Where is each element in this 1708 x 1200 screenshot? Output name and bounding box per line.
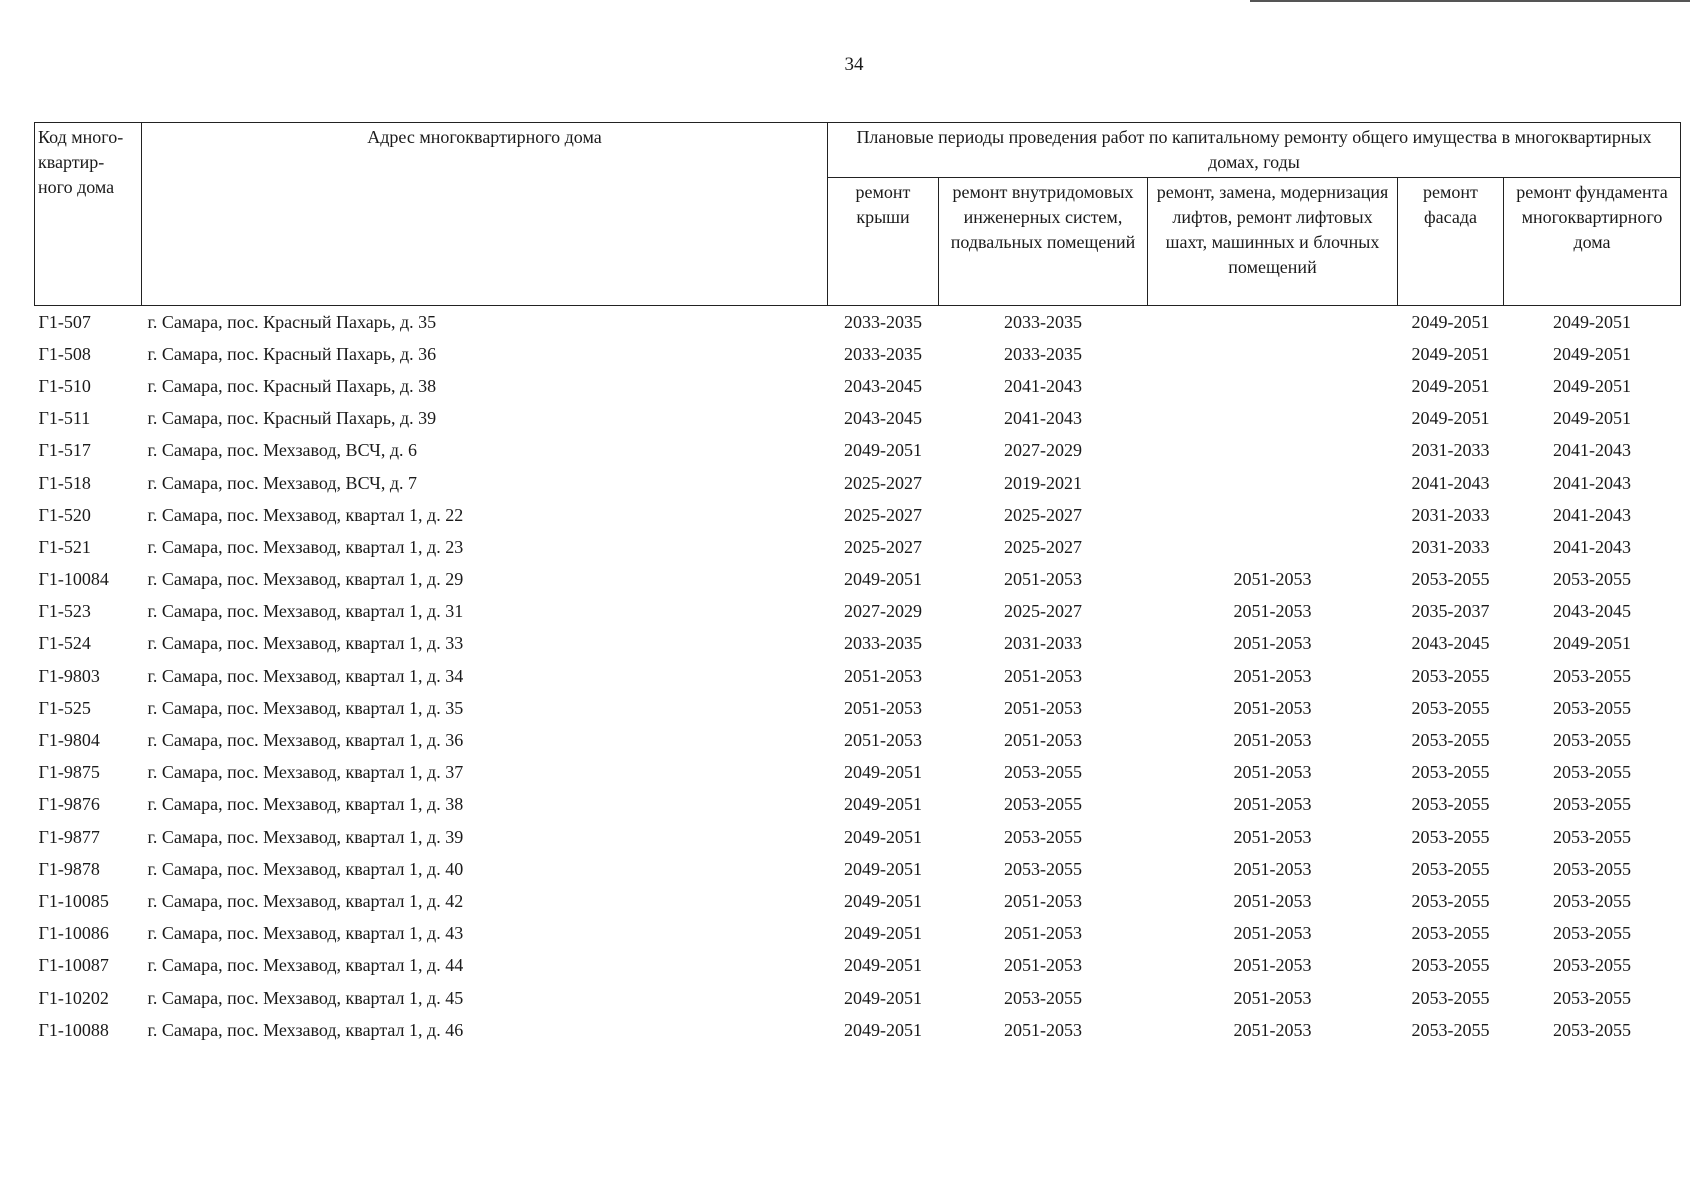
header-row-top (35, 123, 1681, 178)
cell-foundation: 2053-2055 (1553, 826, 1631, 847)
cell-code: Г1-510 (38, 375, 91, 396)
cell-systems: 2053-2055 (1004, 987, 1082, 1008)
cell-address: г. Самара, пос. Мехзавод, квартал 1, д. 22 (147, 504, 464, 525)
cell-roof: 2049-2051 (844, 955, 922, 976)
cell-foundation: 2053-2055 (1553, 923, 1631, 944)
cell-foundation: 2053-2055 (1553, 987, 1631, 1008)
cell-roof: 2043-2045 (844, 408, 922, 429)
cell-code: Г1-9878 (38, 858, 100, 879)
table-row (35, 789, 1681, 821)
cell-foundation: 2041-2043 (1553, 536, 1631, 557)
cell-elevators (1148, 467, 1398, 499)
cell-foundation: 2043-2045 (1553, 601, 1631, 622)
cell-elevators: 2051-2053 (1233, 569, 1312, 590)
cell-facade: 2053-2055 (1411, 987, 1490, 1008)
cell-roof: 2049-2051 (844, 569, 922, 590)
cell-systems: 2051-2053 (1004, 890, 1082, 911)
table-row (35, 853, 1681, 885)
cell-foundation: 2053-2055 (1553, 1019, 1631, 1040)
table-row (35, 306, 1681, 339)
cell-facade: 2031-2033 (1411, 440, 1490, 461)
cell-roof: 2049-2051 (844, 762, 922, 783)
table-row (35, 757, 1681, 789)
cell-code: Г1-10085 (38, 890, 109, 911)
header-elevators: ремонт, замена, модернизация лифтов, ремонт лифтовых шахт, машинных и блочных помещений (1148, 178, 1398, 306)
cell-elevators: 2051-2053 (1233, 794, 1312, 815)
cell-roof: 2025-2027 (844, 536, 922, 557)
header-facade: ремонт фасада (1398, 178, 1504, 306)
cell-roof: 2051-2053 (844, 697, 922, 718)
header-periods-title: Плановые периоды проведения работ по капитальному ремонту общего имущества в многоквартирных домах, годы (828, 123, 1681, 178)
cell-roof: 2049-2051 (844, 858, 922, 879)
cell-systems: 2053-2055 (1004, 762, 1082, 783)
cell-foundation: 2041-2043 (1553, 472, 1631, 493)
cell-elevators (1148, 338, 1398, 370)
table-row (35, 628, 1681, 660)
cell-code: Г1-518 (38, 472, 91, 493)
cell-foundation: 2053-2055 (1553, 762, 1631, 783)
table-row (35, 531, 1681, 563)
cell-foundation: 2041-2043 (1553, 440, 1631, 461)
cell-roof: 2033-2035 (844, 311, 922, 332)
cell-facade: 2053-2055 (1411, 569, 1490, 590)
cell-facade: 2053-2055 (1411, 730, 1490, 751)
table-row (35, 724, 1681, 756)
cell-address: г. Самара, пос. Красный Пахарь, д. 36 (147, 343, 437, 364)
cell-elevators: 2051-2053 (1233, 601, 1312, 622)
table-row (35, 692, 1681, 724)
cell-elevators (1148, 403, 1398, 435)
cell-roof: 2049-2051 (844, 1019, 922, 1040)
cell-foundation: 2049-2051 (1553, 343, 1631, 364)
cell-foundation: 2053-2055 (1553, 665, 1631, 686)
cell-roof: 2033-2035 (844, 633, 922, 654)
table-row (35, 467, 1681, 499)
cell-foundation: 2053-2055 (1553, 569, 1631, 590)
cell-facade: 2035-2037 (1411, 601, 1490, 622)
cell-elevators: 2051-2053 (1233, 955, 1312, 976)
cell-address: г. Самара, пос. Мехзавод, квартал 1, д. 29 (147, 569, 464, 590)
cell-foundation: 2053-2055 (1553, 858, 1631, 879)
cell-address: г. Самара, пос. Красный Пахарь, д. 39 (147, 408, 437, 429)
cell-address: г. Самара, пос. Мехзавод, квартал 1, д. 23 (147, 536, 464, 557)
cell-systems: 2053-2055 (1004, 826, 1082, 847)
header-code: Код много-квартир-ного дома (35, 123, 142, 306)
cell-address: г. Самара, пос. Мехзавод, ВСЧ, д. 6 (147, 440, 417, 461)
cell-code: Г1-9804 (38, 730, 100, 751)
cell-code: Г1-523 (38, 601, 91, 622)
cell-facade: 2049-2051 (1411, 408, 1490, 429)
header-roof: ремонт крыши (828, 178, 939, 306)
cell-systems: 2033-2035 (1004, 311, 1082, 332)
cell-elevators: 2051-2053 (1233, 826, 1312, 847)
cell-systems: 2031-2033 (1004, 633, 1082, 654)
cell-elevators: 2051-2053 (1233, 665, 1312, 686)
repair-schedule-table (34, 122, 1681, 1046)
cell-foundation: 2049-2051 (1553, 633, 1631, 654)
cell-facade: 2053-2055 (1411, 665, 1490, 686)
cell-code: Г1-9877 (38, 826, 100, 847)
cell-roof: 2027-2029 (844, 601, 922, 622)
cell-elevators: 2051-2053 (1233, 633, 1312, 654)
cell-foundation: 2053-2055 (1553, 730, 1631, 751)
cell-elevators: 2051-2053 (1233, 697, 1312, 718)
cell-foundation: 2053-2055 (1553, 794, 1631, 815)
cell-elevators: 2051-2053 (1233, 923, 1312, 944)
cell-roof: 2051-2053 (844, 730, 922, 751)
cell-elevators: 2051-2053 (1233, 890, 1312, 911)
cell-code: Г1-10202 (38, 987, 109, 1008)
cell-systems: 2025-2027 (1004, 601, 1082, 622)
cell-systems: 2051-2053 (1004, 697, 1082, 718)
cell-foundation: 2049-2051 (1553, 408, 1631, 429)
scan-edge-line (1250, 0, 1690, 2)
cell-code: Г1-507 (38, 311, 91, 332)
cell-foundation: 2049-2051 (1553, 375, 1631, 396)
cell-elevators (1148, 531, 1398, 563)
cell-elevators: 2051-2053 (1233, 762, 1312, 783)
cell-systems: 2025-2027 (1004, 536, 1082, 557)
cell-facade: 2053-2055 (1411, 858, 1490, 879)
page-number: 34 (844, 54, 864, 75)
cell-facade: 2049-2051 (1411, 375, 1490, 396)
cell-code: Г1-10088 (38, 1019, 109, 1040)
cell-facade: 2043-2045 (1411, 633, 1490, 654)
cell-address: г. Самара, пос. Мехзавод, ВСЧ, д. 7 (147, 472, 417, 493)
cell-address: г. Самара, пос. Мехзавод, квартал 1, д. 46 (147, 1019, 464, 1040)
cell-roof: 2025-2027 (844, 504, 922, 525)
table-row (35, 918, 1681, 950)
table-row (35, 435, 1681, 467)
cell-systems: 2019-2021 (1004, 472, 1082, 493)
table-row (35, 660, 1681, 692)
cell-roof: 2049-2051 (844, 890, 922, 911)
cell-address: г. Самара, пос. Красный Пахарь, д. 35 (147, 311, 437, 332)
cell-elevators (1148, 499, 1398, 531)
header-systems: ремонт внутридомовых инженерных систем, подвальных помещений (939, 178, 1148, 306)
cell-address: г. Самара, пос. Мехзавод, квартал 1, д. 39 (147, 826, 464, 847)
cell-roof: 2043-2045 (844, 375, 922, 396)
cell-elevators: 2051-2053 (1233, 858, 1312, 879)
table-row (35, 821, 1681, 853)
cell-code: Г1-508 (38, 343, 91, 364)
cell-code: Г1-517 (38, 440, 91, 461)
cell-roof: 2051-2053 (844, 665, 922, 686)
cell-roof: 2049-2051 (844, 440, 922, 461)
cell-address: г. Самара, пос. Мехзавод, квартал 1, д. 38 (147, 794, 464, 815)
cell-foundation: 2053-2055 (1553, 890, 1631, 911)
table-row (35, 338, 1681, 370)
cell-elevators (1148, 306, 1398, 339)
cell-elevators: 2051-2053 (1233, 987, 1312, 1008)
cell-address: г. Самара, пос. Мехзавод, квартал 1, д. 36 (147, 730, 464, 751)
cell-elevators (1148, 370, 1398, 402)
cell-elevators (1148, 435, 1398, 467)
cell-address: г. Самара, пос. Мехзавод, квартал 1, д. 43 (147, 923, 464, 944)
table-body (35, 306, 1681, 1047)
cell-foundation: 2049-2051 (1553, 311, 1631, 332)
cell-facade: 2053-2055 (1411, 923, 1490, 944)
cell-address: г. Самара, пос. Мехзавод, квартал 1, д. 42 (147, 890, 464, 911)
cell-systems: 2041-2043 (1004, 408, 1082, 429)
cell-address: г. Самара, пос. Мехзавод, квартал 1, д. 44 (147, 955, 464, 976)
table-row (35, 499, 1681, 531)
cell-address: г. Самара, пос. Мехзавод, квартал 1, д. 40 (147, 858, 464, 879)
cell-foundation: 2053-2055 (1553, 697, 1631, 718)
cell-facade: 2053-2055 (1411, 1019, 1490, 1040)
table-row (35, 950, 1681, 982)
cell-address: г. Самара, пос. Мехзавод, квартал 1, д. 33 (147, 633, 464, 654)
cell-systems: 2051-2053 (1004, 1019, 1082, 1040)
cell-code: Г1-521 (38, 536, 91, 557)
table-row (35, 982, 1681, 1014)
cell-systems: 2051-2053 (1004, 730, 1082, 751)
cell-roof: 2025-2027 (844, 472, 922, 493)
cell-systems: 2053-2055 (1004, 858, 1082, 879)
header-foundation: ремонт фундамента многоквартирного дома (1504, 178, 1681, 306)
cell-facade: 2053-2055 (1411, 697, 1490, 718)
cell-foundation: 2053-2055 (1553, 955, 1631, 976)
cell-foundation: 2041-2043 (1553, 504, 1631, 525)
cell-systems: 2051-2053 (1004, 955, 1082, 976)
cell-systems: 2053-2055 (1004, 794, 1082, 815)
cell-systems: 2025-2027 (1004, 504, 1082, 525)
table-header (35, 123, 1681, 306)
cell-code: Г1-524 (38, 633, 91, 654)
cell-facade: 2053-2055 (1411, 955, 1490, 976)
cell-systems: 2033-2035 (1004, 343, 1082, 364)
cell-code: Г1-525 (38, 697, 91, 718)
cell-code: Г1-511 (38, 408, 91, 429)
cell-systems: 2051-2053 (1004, 923, 1082, 944)
cell-roof: 2049-2051 (844, 987, 922, 1008)
cell-address: г. Самара, пос. Мехзавод, квартал 1, д. 31 (147, 601, 464, 622)
cell-elevators: 2051-2053 (1233, 1019, 1312, 1040)
cell-roof: 2049-2051 (844, 826, 922, 847)
cell-code: Г1-9875 (38, 762, 100, 783)
cell-address: г. Самара, пос. Мехзавод, квартал 1, д. 34 (147, 665, 464, 686)
cell-elevators: 2051-2053 (1233, 730, 1312, 751)
cell-address: г. Самара, пос. Красный Пахарь, д. 38 (147, 375, 437, 396)
cell-code: Г1-10086 (38, 923, 109, 944)
cell-systems: 2051-2053 (1004, 569, 1082, 590)
cell-code: Г1-10084 (38, 569, 109, 590)
table-row (35, 403, 1681, 435)
cell-roof: 2049-2051 (844, 794, 922, 815)
cell-facade: 2031-2033 (1411, 536, 1490, 557)
cell-code: Г1-10087 (38, 955, 109, 976)
table-row (35, 370, 1681, 402)
cell-facade: 2053-2055 (1411, 794, 1490, 815)
cell-roof: 2049-2051 (844, 923, 922, 944)
cell-facade: 2053-2055 (1411, 826, 1490, 847)
cell-roof: 2033-2035 (844, 343, 922, 364)
cell-facade: 2053-2055 (1411, 762, 1490, 783)
table-row (35, 1014, 1681, 1046)
header-address: Адрес многоквартирного дома (142, 123, 828, 306)
cell-systems: 2041-2043 (1004, 375, 1082, 396)
cell-systems: 2051-2053 (1004, 665, 1082, 686)
cell-address: г. Самара, пос. Мехзавод, квартал 1, д. 35 (147, 697, 464, 718)
cell-facade: 2049-2051 (1411, 311, 1490, 332)
cell-facade: 2031-2033 (1411, 504, 1490, 525)
cell-code: Г1-9803 (38, 665, 100, 686)
cell-address: г. Самара, пос. Мехзавод, квартал 1, д. 37 (147, 762, 464, 783)
cell-systems: 2027-2029 (1004, 440, 1082, 461)
cell-address: г. Самара, пос. Мехзавод, квартал 1, д. 45 (147, 987, 464, 1008)
cell-code: Г1-9876 (38, 794, 100, 815)
cell-code: Г1-520 (38, 504, 91, 525)
cell-facade: 2041-2043 (1411, 472, 1490, 493)
cell-facade: 2049-2051 (1411, 343, 1490, 364)
table-row (35, 885, 1681, 917)
cell-facade: 2053-2055 (1411, 890, 1490, 911)
table-row (35, 564, 1681, 596)
table-row (35, 596, 1681, 628)
